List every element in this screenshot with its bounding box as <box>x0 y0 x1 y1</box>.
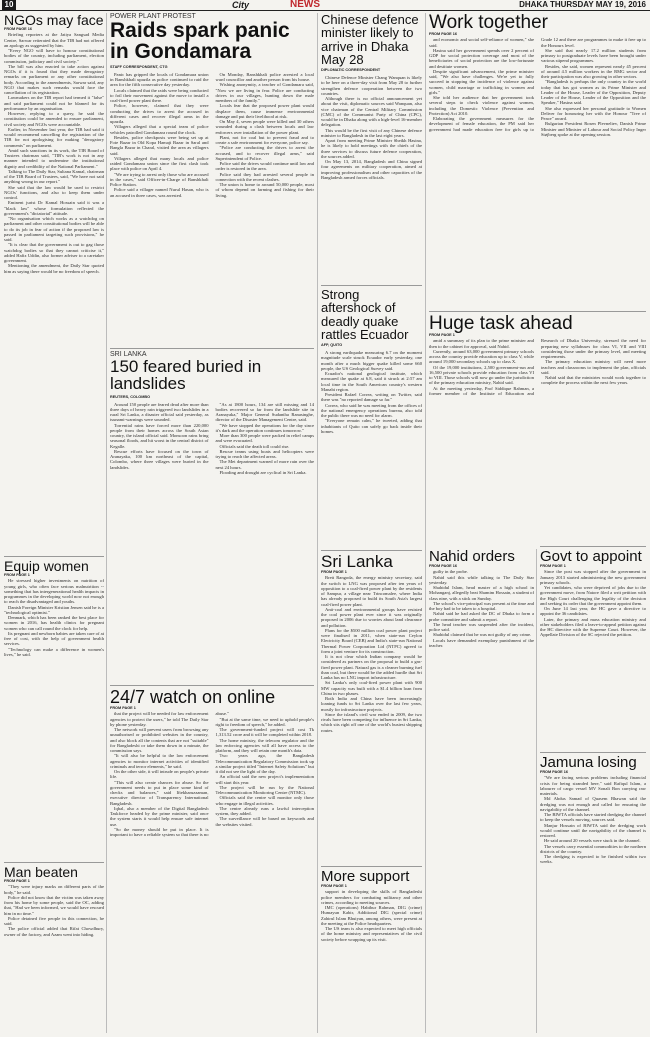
article-more-support <box>321 869 422 1033</box>
article-divider <box>429 311 646 312</box>
paragraph: On Monday, Banshkhali police arrested a local ward councillor and another person from his house. <box>215 71 314 83</box>
paragraph: An official said the new project's implementation will start this year. <box>215 774 314 785</box>
paragraph: Bulgarian President Rosen Plevneliev, Danish Prime Minister and Minister of Labour and Social Policy Inger Støjberg spoke at the opening session. <box>541 121 646 137</box>
paragraph: President Rafael Correa, writing on Twitter, said there was "no reported damage so far." <box>321 392 422 403</box>
section-name: City <box>232 0 250 10</box>
paragraph: "We have stopped the operations for the day since it's dark and the operation continues tomorrow." <box>215 422 314 433</box>
paragraph: Police said a villager named Nurul Hasan, who is an accused in three cases, was arrested. <box>110 187 209 198</box>
paragraph: Yet candidates, who were deprived of jobs due to the government move, from Natore filed a writ petition with the High Court challenging the legality of the decision and seeking its order that the government appoint them. <box>540 585 646 606</box>
paragraph: amid a summary of its plan to the prime minister and then to the cabinet for approval, said Nahid. <box>429 338 534 349</box>
paragraph: At the meeting yesterday, Prof Siddique Rahman, a former member of the Institute of Education and Research of Dhaka University, stressed the need for preparing new syllabuses for class VI, VII and VIII considering those under the primary level, and meeting requirements. <box>429 338 646 396</box>
paragraph: Shahidul Islam, head master of a high school in Mohanganj, allegedly beat Shamim Hossain, a student of class nine, with a stick on Sunday. <box>429 585 534 601</box>
paragraph: The school's vice-principal was present at the time and the boy had to be taken to a hospital. <box>429 600 534 612</box>
article-byline: AFP, QUITO <box>321 343 343 347</box>
continued-tag: FROM PAGE 16 <box>4 27 32 32</box>
column-divider <box>536 549 537 1033</box>
paragraph: Currently, around 63,000 government primary schools across the country provide education up to class V, while around 19,000 secondary schools up to class X. <box>429 348 534 365</box>
paragraph: The union is home to around 50,000 people, most of whom depend on farming and fishing for their living. <box>215 182 314 198</box>
paragraph: Denmark, which has been ranked the best place for women in 2016, has health clinics for pregnant women who can call round the clock for help. <box>4 615 104 631</box>
paragraph: Chinese Defence Minister Chang Wanquan is likely to be here on a three-day visit from May 28 to further strengthen defence cooperation between the two countries. <box>321 75 422 96</box>
article-govt-appoint <box>540 549 646 749</box>
paragraph: Later, the primary and mass education ministry and other stakeholders filed a leave-to-appeal petition against the HC directive with the Supreme Court. However, the Appellate Division of the SC rejected the petition. <box>540 616 646 638</box>
paragraph: The police official added that Rifat Chowdhury, owner of the factory, and Azam went into hiding. <box>4 926 104 937</box>
paragraph: On May 4, seven people were killed and 30 others wounded during a clash between locals and law enforcers over installation of the power plant. <box>215 119 314 135</box>
continued-tag: FROM PAGE 1 <box>4 573 30 578</box>
paragraph: Panic has gripped the locals of Gondamara union in Banshkhali upazila as police continued to raid the area for the fifth consecutive day yesterday. <box>110 71 209 88</box>
paragraph: The project will be run by the National Telecommunication Monitoring Centre (NTMC). <box>215 784 314 796</box>
article-body <box>321 75 422 180</box>
article-divider <box>4 862 104 863</box>
paragraph: Villagers alleged that a special team of police vehicles patrolled Gondamara round the clock. <box>110 124 209 135</box>
paragraph: Correa, who said he was meeting from the offices of the national emergency operations bureau, also told the public there was no need for alarm. <box>321 402 422 418</box>
article-body <box>321 350 422 434</box>
continued-tag: FROM PAGE 1 <box>540 564 566 569</box>
column-divider <box>317 13 318 1033</box>
article-body <box>4 884 104 937</box>
article-body <box>540 775 646 864</box>
paragraph: Md Abdus Samad of Quasem Bhawan said the dredging was not enough and called for ensuring the navigability of the channel. <box>540 796 646 812</box>
paragraph: Since the island's civil war ended in 2009, the two rivals have been competing for influence in Sri Lanka, which sits right off one of the world's busiest shipping routes. <box>321 711 422 733</box>
paragraph: Torrential rains have forced more than 220,000 people from their homes across the South Asian country, the island official said. Monsoon rains bring seasonal floods, and hit worst in the central district of Kegalle. <box>110 422 209 449</box>
article-headline: Strong aftershock of deadly quake rattles Ecuador <box>321 288 409 342</box>
paragraph: She told her audience that her government took several steps to check violence against women, including the Domestic Violence (Prevention and Protection) Act 2010. <box>429 95 534 116</box>
paragraph: The Met department warned of more rain over the next 24 hours. <box>215 459 314 470</box>
paragraph: Officials said the death toll could rise. <box>219 443 290 449</box>
paragraph: IMC (operations) Habibur Rahman, DIG (crime) Humayun Kabir, Additional DIG (special crime) Zahirul Islam Bhuiyan, among others, were present at the meeting at the Police headquarters. <box>321 905 422 926</box>
article-headline: Nahid orders <box>429 549 515 565</box>
paragraph: Sri Lanka's only coal-fired power plant with 900 MW capacity was built with a $1.4 billion loan from China in two phases. <box>321 680 422 696</box>
news-label: NEWS <box>290 0 320 10</box>
continued-tag: FROM PAGE 16 <box>540 770 568 775</box>
paragraph: "It will also be helpful to the law enforcement agencies to monitor internet activities of identified criminals and terror elements," he said. <box>110 753 209 769</box>
paragraph: Talking to The Daily Star, Sultana Kamal, chairman of the TIB Board of Trustees, said, "We have not said anything wrong in our report." <box>4 168 104 185</box>
paragraph: Nahid said this while talking to The Daily Star yesterday. <box>429 574 534 585</box>
paragraph: Police detained five people in this connection, he said. <box>4 915 104 927</box>
article-byline: REUTERS, COLOMBO <box>110 394 151 399</box>
paragraph: guilty in the probe. <box>433 569 468 575</box>
paragraph: and economic and social self-reliance of women," she said. <box>429 37 534 48</box>
article-ecuador-quake <box>321 288 422 548</box>
article-body <box>4 32 104 274</box>
paragraph: Iqbal, also a member of the Digital Bangladesh Taskforce headed by the prime minister, said once the system starts it would help ensure safe internet use. <box>110 805 209 827</box>
paragraph: Although there is no official announcement yet about the visit, diplomatic sources said Wanquan, also vice chairman of the Central Military Commission (CMC) of the Communist Party of China (CPC), would be in Dhaka along with a high-level 16-member delegation. <box>321 96 422 128</box>
article-body <box>321 889 422 942</box>
paragraph: The dredging is expected to be finished within two weeks. <box>540 854 646 865</box>
article-body <box>429 569 534 648</box>
article-divider <box>110 685 314 686</box>
paragraph: Danish Foreign Minister Kristian Jensen said he is a "technological optimist." <box>4 604 104 615</box>
paragraph: "Everyone remain calm," he tweeted, adding that inhabitants of Quito can safely go back inside their homes. <box>321 418 422 434</box>
paragraph: Of the 19,000 institutions, 2,500 government-run and 16,500 private schools provide education from class VI to VIII. Those schools will now go under the jurisdiction of the primary education ministry, Nahid said. <box>429 364 534 386</box>
paragraph: She said that nearly 17.2 million students from primary to postgraduate levels have been brought under various stipend programmes. <box>541 47 646 64</box>
paragraph: Locals claimed that the raids were being conducted to foil their movement against the move to install a coal-fired power plant there. <box>110 87 209 104</box>
paragraph: Amid such sanctions in its work, the TIB Board of Trustees chairman said, "TIB's work is not in any manner intended to undermine the institutional dignity and credibility of the National Parliament." <box>4 147 104 169</box>
article-headline: Chinese defence minister likely to arrive in Dhaka May 28 <box>321 13 419 67</box>
paragraph: "As at 1800 hours, 134 are still missing and 14 bodies recovered so far from the landslide site in Aranayaka," Major General Sudantha Ranasinghe, director of the Disaster Management Centre, said. <box>215 401 314 423</box>
article-24-7-watch <box>110 688 314 1033</box>
paragraph: She also expressed her personal gratitude to Women Deliver for honouring her with the Honour "Tree of Peace" award. <box>541 105 646 122</box>
article-byline: DIPLOMATIC CORRESPONDENT <box>321 68 381 72</box>
continued-tag: FROM PAGE 1 <box>110 706 136 711</box>
paragraph: Earlier, in November last year, the TIB had said it would recommend cancelling the registration of the TIB for not apologising for making "derogatory comments" on parliament. <box>4 126 104 148</box>
article-headline: Work together <box>429 13 548 33</box>
article-equip-women <box>4 559 104 859</box>
paragraph: Flooding and drought are cyclical in Sri Lanka. <box>219 469 307 475</box>
paragraph: Apart from meeting Prime Minister Sheikh Hasina, he is likely to hold meetings with the chiefs of the three services to discuss future defence cooperation, the sources added. <box>321 138 422 159</box>
paragraph: The centre already runs a lawful interception system, they added. <box>215 805 314 817</box>
paragraph: "Police are conducting the drives to arrest the accused, and to recover illegal arms," said Superintendent of Police. <box>215 145 314 161</box>
paragraph: Villagers alleged that many locals and police raided Gondamara union since the first clash took place with police on April 4. <box>110 155 209 172</box>
article-divider <box>110 348 314 349</box>
article-jamuna <box>540 755 646 1033</box>
paragraph: Manjur Hossain of BIWTA said the dredging work would continue until the navigability of the channel is restored. <box>540 822 646 839</box>
paragraph: On the other side, it will intrude on people's private life. <box>110 769 209 780</box>
continued-tag: FROM PAGE 1 <box>321 884 347 889</box>
page-header <box>0 0 650 10</box>
paragraph: The vessels carry essential commodities to the northern districts of the country. <box>540 843 646 854</box>
column-divider <box>425 13 426 1033</box>
paragraph: Mentioning the amendment, the Daily Star quoted him as saying there would be no freedom of speech. <box>4 263 104 274</box>
paragraph: It is not clear which Indian company would be considered as partners on the proposal to build a gas-fired power plant. Natural gas is a cleaner burning fuel than coal, but there would be the added hurdle that Sri Lanka has no LNG import infrastructure. <box>321 654 422 681</box>
article-divider <box>540 546 646 547</box>
paragraph: "Technology can make a difference in women's lives," he said. <box>4 646 104 657</box>
article-headline: 24/7 watch on online <box>110 688 276 707</box>
article-body <box>110 711 314 837</box>
article-body <box>110 402 314 476</box>
article-divider <box>321 866 422 867</box>
article-body <box>321 575 422 733</box>
article-headline: More support <box>321 869 410 885</box>
paragraph: "We are trying to arrest only those who are accused in the cases," said Officer-in-Charge of Banshkhali Police Station. <box>110 171 209 188</box>
paragraph: More than 300 people were packed in relief camps and were evacuated. <box>215 433 314 444</box>
paragraph: The home ministry, the telecom regulator and the law enforcing agencies will all have access to the platform, and they will retain one month's data. <box>215 737 314 754</box>
continued-tag: FROM PAGE 1 <box>429 333 455 338</box>
paragraph: "But at the same time, we need to uphold people's right to freedom of speech," he added. <box>215 716 314 727</box>
page-number: 10 <box>2 0 16 10</box>
paragraph: Rescue efforts have focused on the town of Aranayaka, 100 km northeast of the capital, Colombo, where three villages were buried in the landslides. <box>110 448 209 470</box>
paragraph: Besides, she said, women represent nearly 45 percent of around 4.5 million workers in the RMG sector and their participation was also growing in other sectors. <box>541 63 646 80</box>
paragraph: Briefing reporters at the Jatiya Sangsad Media Centre, Sarwar reiterated that the TIB had not offered an apology as suggested by him. <box>4 32 104 48</box>
paragraph: Both India and China have been increasingly loaning funds to Sri Lanka over the last few years, mostly for infrastructure projects. <box>321 696 422 712</box>
paragraph: "Every NGO will have to honour constitutional bodies of the country, including parliament, election commission, judiciary and civil society." <box>4 48 104 64</box>
article-kicker: POWER PLANT PROTEST <box>110 13 196 20</box>
article-headline: Raids spark panic in Gondamara <box>110 19 290 64</box>
paragraph: Ecuador's national geological institute, which measured the quake at 6.8, said it struck at 2:57 am local time in the South American country's western Manabi region. <box>321 371 422 392</box>
paragraph: The bill was also enacted to take action against NGOs if it is found that they made derogatory remarks on parliament or any other constitutional body. According to the amendments, Sarwar said, any NGO that makes such remarks would face the cancellation of its registration. <box>4 63 104 96</box>
paragraph: "They were injury marks on different parts of the body," he said. <box>4 884 104 895</box>
article-divider <box>321 285 422 286</box>
paragraph: The BIWTA officials have started dredging the channel to keep the vessels moving, sources said. <box>540 812 646 823</box>
paragraph: The government-funded project will cost Tk 1,313.52 crore and it will be completed within 2018. <box>215 727 314 738</box>
paragraph: He said around 20 vessels were stuck in the channel. <box>544 838 641 844</box>
article-byline: STAFF CORRESPONDENT, CTG <box>110 64 168 69</box>
paragraph: Besides, police checkposts were being set up at Fote Bazar in Old Kopa Hamaji Bazar in Saral and Bangla Bazar in Charal, visited the area as villagers said. <box>110 134 209 156</box>
continued-tag: FROM PAGE 1 <box>321 570 347 575</box>
paragraph: Police, however, claimed that they were conducting the drives to arrest the accused in different cases and recover illegal arms in the upazila. <box>110 103 209 125</box>
paragraph: Nahid said he had asked the DC of Dhaka to form a probe committee and submit a report. <box>429 611 534 622</box>
paragraph: Officials said the centre will monitor only those who engage in illegal activities. <box>215 795 314 806</box>
paragraph: The primary education ministry will need more teachers and classrooms to implement the plan, officials said. <box>541 359 646 375</box>
paragraph: Plant, not for coal but to prevent fraud and to create a safe environment for everyone, police say. <box>215 134 314 146</box>
paragraph: Eminent jurist Dr Kamal Hossain said it was a "black law" whose formulation reflected the government's "dictatorial" attitude. <box>4 200 104 216</box>
paragraph: Its pregnant and newborn babies are taken care of at free of cost, with the help of government health services. <box>4 630 104 647</box>
paragraph: Plans for the $500 million coal power plant project were finalised in 2011, when state-run Ceylon Electricity Board (CEB) and India's state-run National Thermal Power Corporation Ltd (NTPC) agreed to form a joint venture for its construction. <box>321 627 422 654</box>
paragraph: Around 150 people are feared dead after more than three days of heavy rain triggered two landslides in a rural Sri Lanka, a disaster official said yesterday, as tsunami-warnings were sounded. <box>110 401 209 423</box>
paragraph: A strong earthquake measuring 6.7 on the moment magnitude scale struck Ecuador early yesterday, one month after a much bigger quake killed some 660 people, the US Geological Survey said. <box>321 350 422 371</box>
paragraph: Locals fear that the proposed power plant would displace them, cause immense environmental damage and put their livelihood at risk. <box>215 103 314 119</box>
article-divider <box>540 752 646 753</box>
paragraph: Elaborating the government measures for the development of female education, the PM said her government had made education free for girls up to Grade 12 and there are programmes to make it free up to the Honours level. <box>429 37 646 132</box>
paragraph: Despite significant advancement, the prime minister said, "We also have challenges. We're yet to fully succeed in stopping the incidence of violence against women, child marriage or trafficking in women and girls." <box>429 68 534 95</box>
paragraph: Two years ago, the Bangladesh Telecommunication Regulatory Commission took up a similar project titled "Internet Safety Solutions" but it did not see the light of the day. <box>215 753 314 775</box>
article-headline: Huge task ahead <box>429 314 573 334</box>
article-body <box>429 37 646 137</box>
paragraph: The head teacher was suspended after the incident, police said. <box>429 621 534 633</box>
paragraph: She said that the law would be used to restrict NGOs' functions, and also to keep them under control. <box>4 184 104 201</box>
article-work-together <box>429 13 646 309</box>
paragraph: "Bangladesh is perhaps the only country in the world today that has got women as its Prime Minister and Leader of the House, Leader of the Opposition, Deputy Leader of the House, Leader of the Opposition and the Speaker," Hasina said. <box>541 79 646 106</box>
paragraph: Hasina said her government spends over 2 percent of GDP for social protection coverage and most of the beneficiaries of social protection are the low-fortunate and destitute women. <box>429 47 534 69</box>
article-huge-task <box>429 314 646 544</box>
article-divider <box>4 556 104 557</box>
article-headline: NGOs may face <box>4 13 104 28</box>
paragraph: Shahidul claimed that he was not guilty of any crime. <box>433 632 532 638</box>
paragraph: This would be the first visit of any Chinese defence minister to Bangladesh in the last eight years. <box>321 127 422 138</box>
article-divider <box>321 550 422 551</box>
paragraph: Since the post was stopped after the government in January 2013 started administering the new government primary schools. <box>540 569 646 585</box>
article-headline: 150 feared buried in landslides <box>110 357 262 394</box>
continued-tag: FROM PAGE 16 <box>429 32 457 37</box>
dateline: DHAKA THURSDAY MAY 19, 2016 <box>519 0 646 9</box>
article-sri-lanka-coal <box>321 553 422 863</box>
paragraph: The US team is also expected to meet high officials of the home ministry and representatives of the civil society before wrapping up its visit. <box>321 926 422 942</box>
paragraph: Anti-coal and environmental groups have resisted the coal power plant ever since it was originally proposed in 2006 due to worries about land clearance and pollution. <box>321 606 422 628</box>
paragraph: Locals have demanded exemplary punishment of the teacher. <box>429 637 534 648</box>
article-man-beaten <box>4 865 104 1033</box>
paragraph: The surveillance will be based on keywords and the websites visited. <box>215 816 314 827</box>
paragraph: Police said they had arrested several people in connection with the recent clashes. <box>215 171 314 182</box>
continued-tag: FROM PAGE 1 <box>4 879 30 884</box>
paragraph: "We are facing serious problems including financial crisis for being stranded here," said Rafiqul Islam, a labourer of cargo vessel MV Sonali Bon carrying raw materials. <box>540 775 646 797</box>
article-raids <box>110 13 314 346</box>
paragraph: The network will prevent users from browsing any unauthorised or prohibited websites in the country, and also block all the contents that are not "suitable" for Bangladeshi or take them down in a minute, the commission says. <box>110 727 209 754</box>
article-body <box>540 569 646 637</box>
paragraph: Wishing anonymity, a teacher of Gondamara said, "Now we are living in fear. Police are conducting drives in our villages, hunting down the male members of the family." <box>215 82 314 104</box>
paragraph: However, replying to a query, he said the constitution could be amended to ensure parliament, civil society and NGOs were accountable. <box>4 111 104 127</box>
article-body <box>429 338 646 396</box>
paragraph: Lawmakers on the TIB report had termed it "false" and said parliament could not be blamed for its performance by an organisation. <box>4 95 104 111</box>
paragraph: "It is clear that the government is out to gag those watchdog bodies so that they cannot criticise it," added Hafiz Uddin, also former adviser to a caretaker government. <box>4 242 104 264</box>
paragraph: Police said the drives would continue until law and order is restored in the area. <box>215 161 314 172</box>
article-kicker: SRI LANKA <box>110 351 147 358</box>
paragraph: On June 14 last year, the HC gave a directive to appoint the 36 candidates. <box>540 606 646 617</box>
article-sri-lanka-landslides <box>110 351 314 683</box>
paragraph: Police did not know that the victim was taken away from his home by some people, said the OC, adding that, "Had we been informed, we would have rescued him in no time." <box>4 894 104 916</box>
paragraph: "No organisation which works as a watchdog on parliament and other constitutional bodies will be able to do its job in fear of action if the proposed law is passed in parliament targeting such provisions," he said. <box>4 216 104 243</box>
article-body <box>110 72 314 198</box>
header-rule <box>0 10 650 11</box>
paragraph: support in developing the skills of Bangladeshi police members for combating militancy and other crimes, according to meeting sources. <box>321 889 422 905</box>
article-headline: Man beaten <box>4 865 78 880</box>
paragraph: Brett Rangoda, the energy ministry secretary, said the switch to LNG was proposed after ten years of opposition to a coal-fired power plant by the residents of Sampur, a village near Trincomalee, where India has already proposed to build its South Asia's largest coal-fired power plant. <box>321 575 422 607</box>
article-headline: Sri Lanka <box>321 553 393 571</box>
article-headline: Equip women <box>4 559 89 574</box>
paragraph: that the project will be needed for law enforcement agencies to protect the users," he told The Daily Star by phone yesterday. <box>110 711 209 727</box>
article-nahid-orders <box>429 549 534 1033</box>
paragraph: On May 13, 2014, Bangladesh and China signed four agreements on military cooperation, aimed at improving professionalism and other capacities of the Bangladesh armed forces officials. <box>321 159 422 180</box>
paragraph: Rescue teams using boats and helicopters were trying to reach the affected areas. <box>215 448 314 460</box>
paragraph: "So the money should be put in place. It is important to have a reliable system so that there is no abuse." <box>110 711 229 838</box>
article-body <box>4 578 104 657</box>
article-chinese-minister <box>321 13 422 283</box>
article-ngos <box>4 13 104 553</box>
paragraph: He stressed higher investments on nutrition of young girls, who often face serious malnutrition -- something that has intergenerational health impacts in programmes in the developing world now not enough to reach the disadvantaged and youths. <box>4 578 104 605</box>
continued-tag: FROM PAGE 16 <box>429 564 457 569</box>
column-divider <box>106 13 107 1033</box>
article-headline: Govt to appoint <box>540 549 642 565</box>
article-headline: Jamuna losing <box>540 755 637 771</box>
paragraph: "This will also create chances for abuse. So the government needs to put in place some kind of checks and balances," said Iftekharuzzaman, executive director of Transparency International Bangladesh. <box>110 779 209 806</box>
paragraph: Nahid said that the ministries would work together to complete the process within the next few years. <box>541 375 646 386</box>
